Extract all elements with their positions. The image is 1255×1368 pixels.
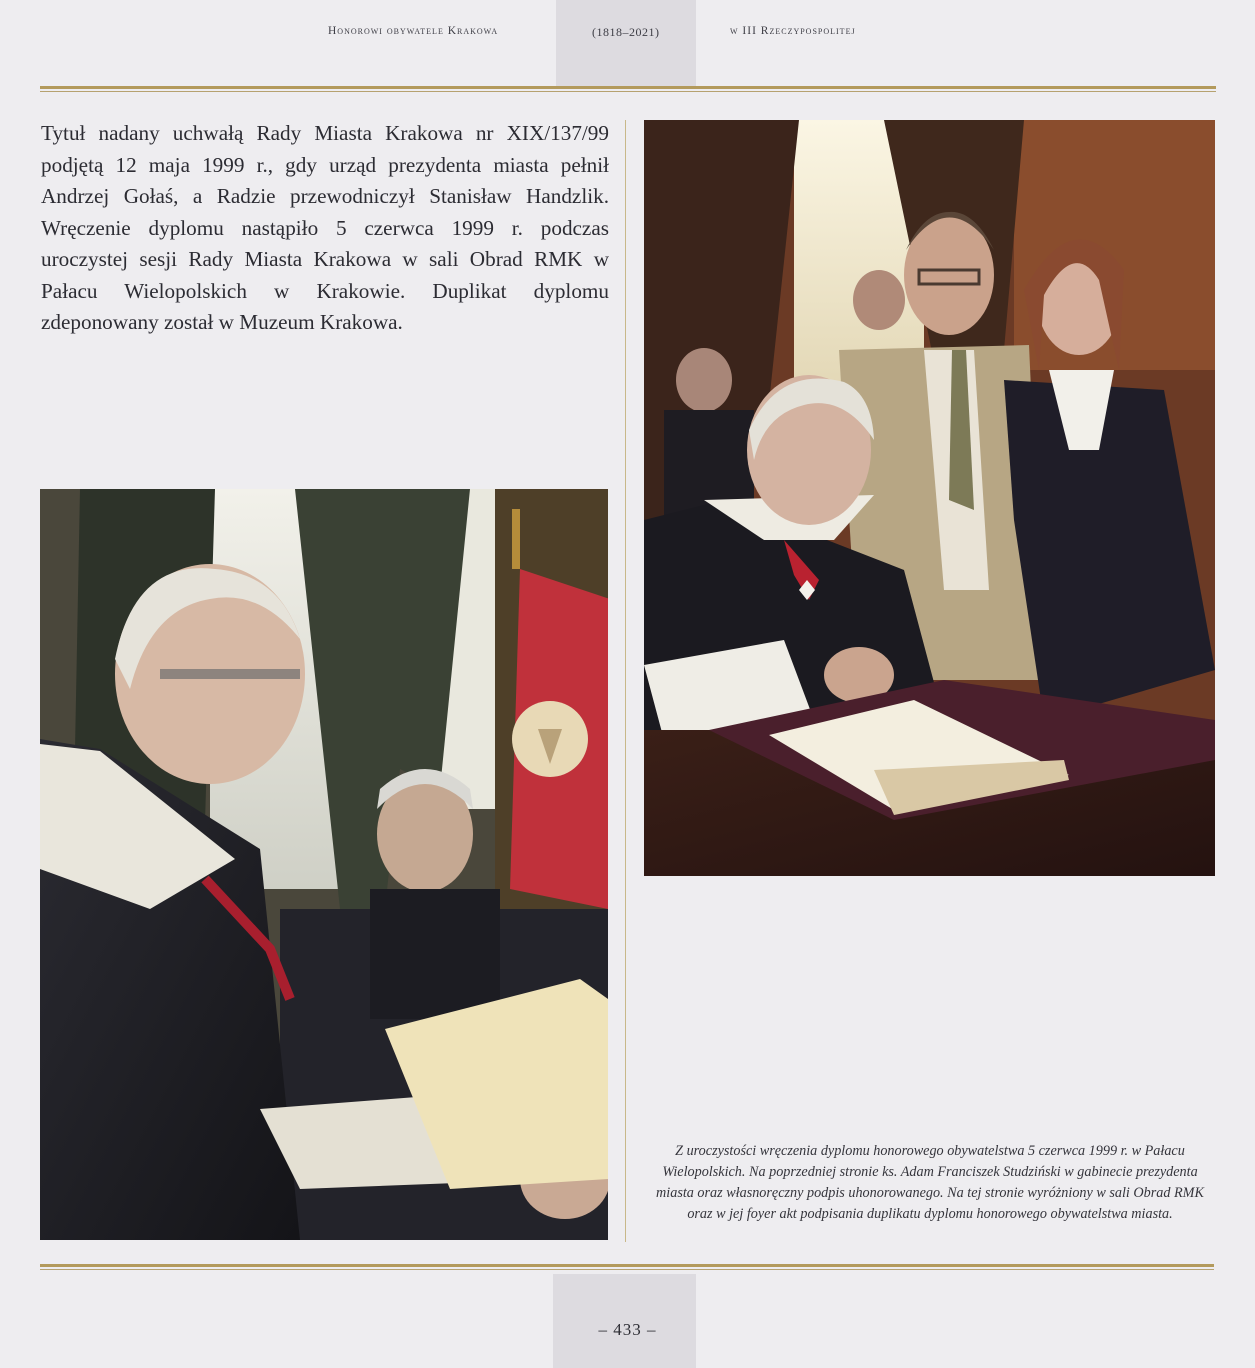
column-divider bbox=[625, 120, 626, 1242]
photo-caption: Z uroczystości wręczenia dyplomu honorowego obywatelstwa 5 czerwca 1999 r. w Pałacu Wielopolskich. Na poprzedniej stronie ks. Adam Franciszek Studziński w gabinecie prezydenta miasta oraz własnoręczny podpis uhonorowanego. Na tej stronie wyróżniony w sali Obrad RMK oraz w jej foyer akt podpisania duplikatu dyplomu honorowego obywatelstwa miasta. bbox=[656, 1143, 1204, 1222]
running-head-years: (1818–2021) bbox=[592, 25, 660, 39]
bottom-gold-rule bbox=[40, 1264, 1214, 1270]
running-head-title: Honorowi obywatele Krakowa bbox=[328, 25, 499, 37]
top-gold-rule bbox=[40, 86, 1216, 92]
page-number: – 433 – bbox=[598, 1320, 657, 1339]
header-center-band bbox=[556, 0, 696, 86]
body-paragraph: Tytuł nadany uchwałą Rady Miasta Krakowa nr XIX/137/99 podjętą 12 maja 1999 r., gdy urząd prezydenta miasta pełnił Andrzej Gołaś, a Radzie przewodniczył Stanisław Handzlik. Wręczenie dyplomu nastąpiło 5 czerwca 1999 r. podczas uroczystej sesji Rady Miasta Krakowa w sali Obrad RMK w Pałacu Wielopolskich w Krakowie. Duplikat dyplomu zdeponowany został w Muzeum Krakowa. bbox=[41, 121, 609, 334]
photo-honoree-in-council-hall bbox=[40, 489, 608, 1240]
running-head-subtitle: w III Rzeczypospolitej bbox=[730, 25, 856, 37]
photo-signing-diploma-duplicate bbox=[644, 120, 1215, 876]
